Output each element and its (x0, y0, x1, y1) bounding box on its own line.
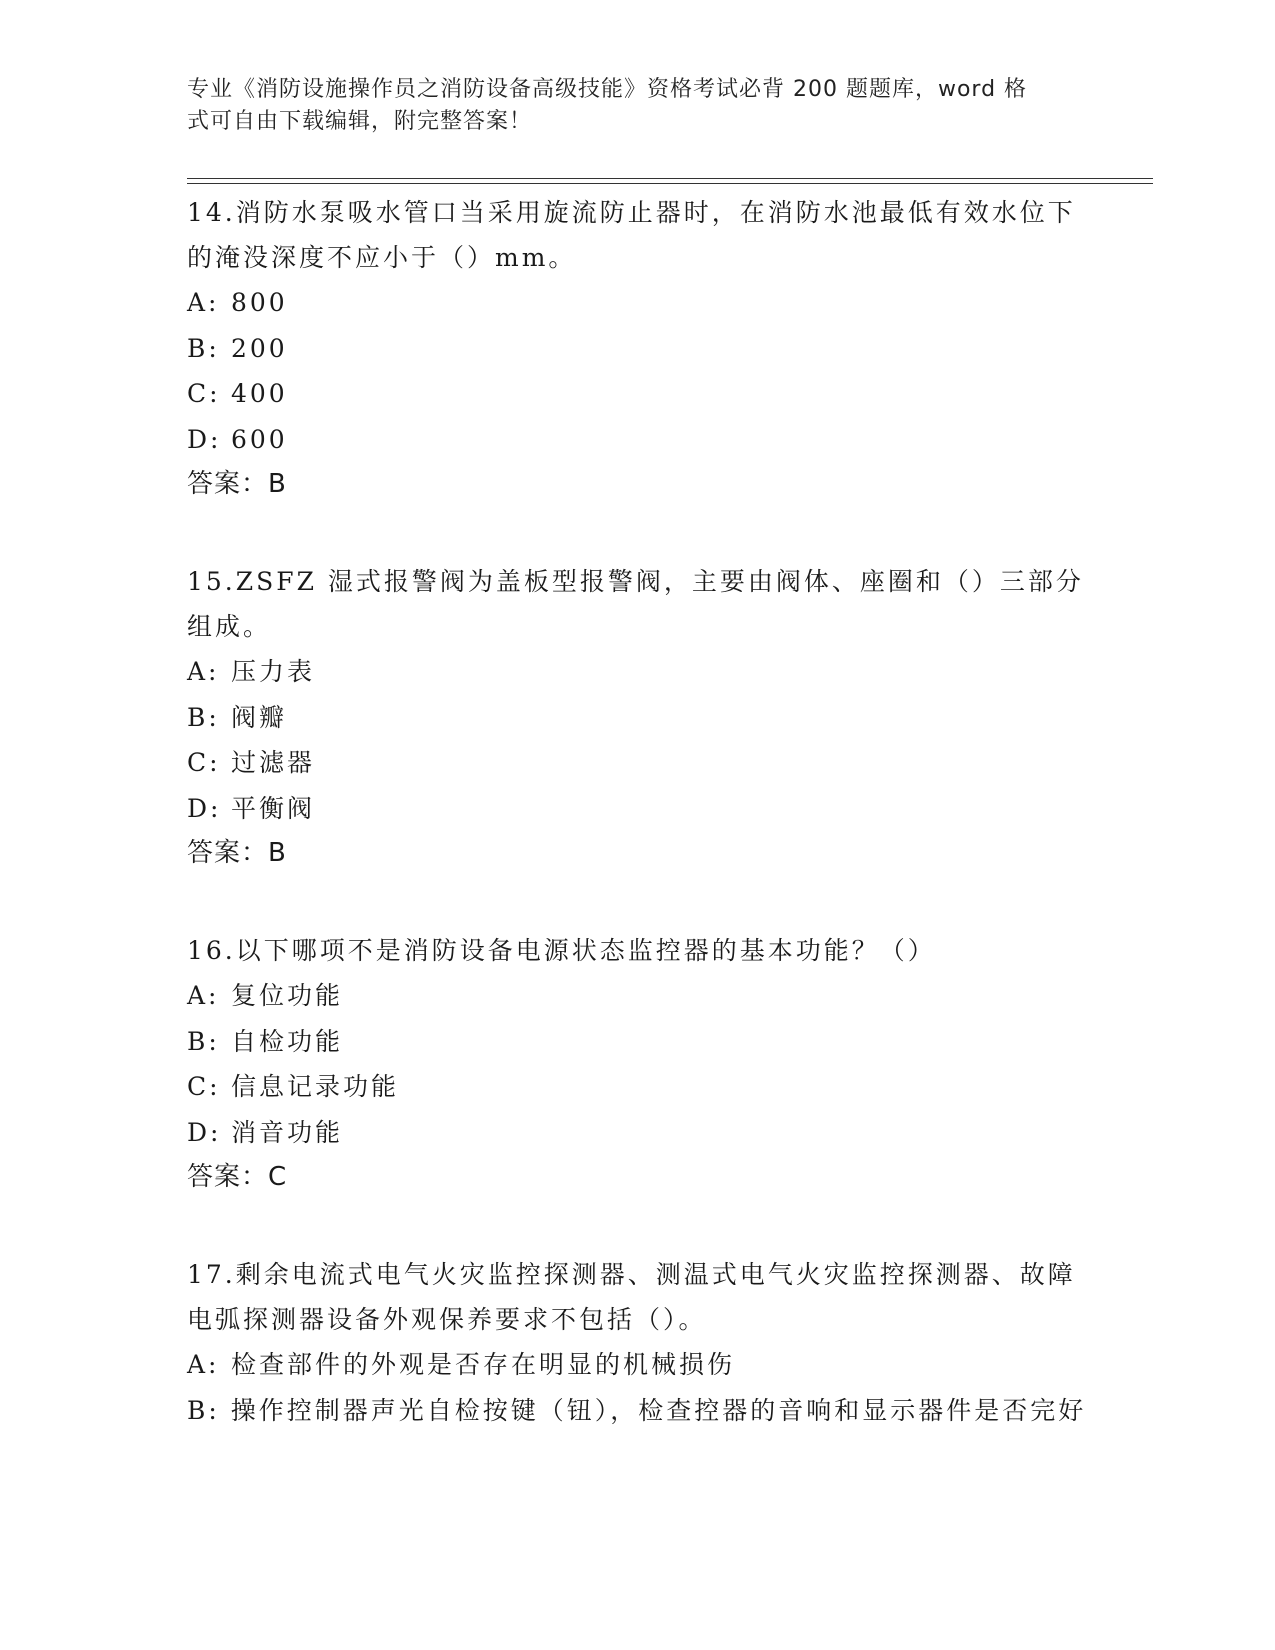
option-key: D: (187, 424, 222, 454)
answer-line: 答案：C (187, 1162, 288, 1192)
option-c (187, 740, 1087, 786)
option-text: 200 (231, 333, 288, 363)
option-a (187, 973, 1087, 1019)
question-stem: 14.消防水泵吸水管口当采用旋流防止器时，在消防水池最低有效水位下的淹没深度不应小于（）mm。 (187, 198, 1076, 272)
option-a (187, 280, 1087, 326)
header-line-1: 专业《消防设施操作员之消防设备高级技能》资格考试必背 200 题题库，word 格 (187, 77, 1028, 102)
question-14 (187, 190, 1087, 506)
answer-line: 答案：B (187, 469, 287, 499)
option-text: 平衡阀 (231, 793, 316, 823)
option-c (187, 1064, 1087, 1110)
option-text: 阀瓣 (231, 702, 288, 732)
header-line-2: 式可自由下载编辑，附完整答案！ (187, 109, 533, 134)
option-b (187, 1388, 1087, 1434)
option-text: 自检功能 (231, 1026, 344, 1056)
option-text: 压力表 (231, 657, 316, 686)
option-key: B: (187, 1026, 220, 1056)
option-key: A: (187, 657, 220, 686)
option-b (187, 326, 1087, 372)
option-d (187, 417, 1087, 463)
option-c (187, 371, 1087, 417)
option-text: 检查部件的外观是否存在明显的机械损伤 (231, 1350, 736, 1379)
option-text: 操作控制器声光自检按键（钮），检查控器的音响和显示器件是否完好 (230, 1395, 1087, 1425)
header-divider-bottom (187, 183, 1153, 184)
option-b (187, 695, 1087, 741)
option-text: 信息记录功能 (231, 1072, 400, 1101)
question-stem: 16.以下哪项不是消防设备电源状态监控器的基本功能？（） (187, 936, 936, 965)
option-text: 消音功能 (231, 1117, 344, 1147)
question-spacer (187, 875, 1087, 928)
option-key: D: (187, 793, 222, 823)
question-list (187, 190, 1087, 1433)
option-key: A: (187, 288, 220, 317)
option-key: B: (187, 333, 220, 363)
option-key: B: (187, 702, 220, 732)
option-a (187, 649, 1087, 695)
question-stem: 15.ZSFZ 湿式报警阀为盖板型报警阀，主要由阀体、座圈和（）三部分组成。 (187, 567, 1084, 641)
option-b (187, 1019, 1087, 1065)
option-text: 600 (231, 424, 288, 454)
option-a (187, 1342, 1087, 1388)
option-d (187, 1110, 1087, 1156)
question-stem: 17.剩余电流式电气火灾监控探测器、测温式电气火灾监控探测器、故障电弧探测器设备外观保养要求不包括（）。 (187, 1260, 1076, 1334)
question-15 (187, 559, 1087, 875)
option-text: 过滤器 (231, 748, 316, 777)
option-text: 400 (231, 379, 288, 408)
header-divider-top (187, 178, 1153, 179)
question-17 (187, 1252, 1087, 1433)
option-text: 复位功能 (231, 981, 344, 1010)
option-text: 800 (231, 288, 288, 317)
answer-line: 答案：B (187, 838, 287, 868)
option-key: C: (187, 379, 221, 408)
option-key: A: (187, 1350, 220, 1379)
question-spacer (187, 506, 1087, 559)
option-key: A: (187, 981, 220, 1010)
option-key: D: (187, 1117, 222, 1147)
option-key: B: (187, 1395, 220, 1425)
question-spacer (187, 1199, 1087, 1252)
question-16 (187, 928, 1087, 1199)
option-key: C: (187, 1072, 221, 1101)
option-key: C: (187, 748, 221, 777)
document-header (187, 74, 1067, 138)
option-d (187, 786, 1087, 832)
